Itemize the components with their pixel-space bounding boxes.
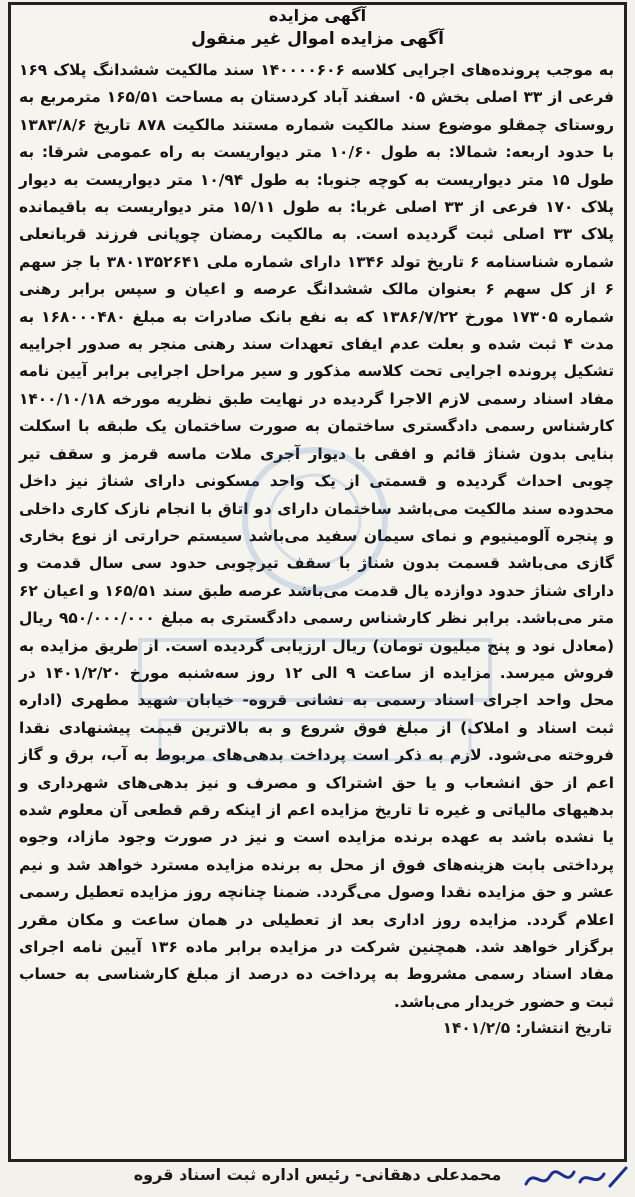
handwritten-mark: [520, 1162, 632, 1194]
frame-corner: [598, 2, 627, 31]
notice-body: به موجب پرونده‌های اجرایی کلاسه ۱۴۰۰۰۰۶۰۶ سند مالکیت ششدانگ پلاک ۱۶۹ فرعی از ۳۳ اصلی بخش ۰۵ اسفند آباد کردستان به مساحت ۱۶۵/۵۱ مترمربع به روستای چمقلو موضوع سند مالکیت شماره مستند مالکیت ۸۷۸ تاریخ ۱۳۸۳/۸/۶ با حدود اربعه: شمالا: به طول ۱۰/۶۰ متر دیواریست به راه عمومی شرقا: به طول ۱۵ متر دیواریست به کوچه جنوبا: به طول ۱۰/۹۴ متر دیواریست به دیوار پلاک ۱۷۰ فرعی از ۳۳ اصلی غربا: به طول ۱۵/۱۱ متر دیواریست به باقیمانده پلاک ۳۳ اصلی ثبت گردیده است. به مالکیت رمضان چوپانی فرزند قربانعلی شماره شناسنامه ۶ تاریخ تولد ۱۳۴۶ دارای شماره ملی ۳۸۰۱۳۵۲۶۴۱ با جز سهم ۶ از کل سهم ۶ بعنوان مالک ششدانگ عرصه و اعیان و سپس برابر رهنی شماره ۱۷۳۰۵ مورخ ۱۳۸۶/۷/۲۲ که به نفع بانک صادرات به مبلغ ۱۶۸۰۰۰۴۸۰ به مدت ۴ ثبت شده و بعلت عدم ایفای تعهدات سند رهنی منجر به صدور اجراییه تشکیل پرونده اجرایی تحت کلاسه مذکور و سیر مراحل اجرایی برابر آیین نامه مفاد اسناد رسمی لازم الاجرا گردیده در نهایت طبق نظریه مورخه ۱۴۰۰/۱۰/۱۸ کارشناس رسمی دادگستری ساختمان به صورت ساختمان یک طبقه با اسکلت بنایی بدون شناژ قائم و افقی با دیوار آجری ملات ماسه قرمز و سقف تیر چوبی احداث گردیده و قسمتی از یک واحد مسکونی دارای شناژ نیز داخل محدوده سند مالکیت می‌باشد ساختمان دارای دو اتاق با انجام نازک کاری داخلی و پنجره آلومینیوم و نمای سیمان سفید می‌باشد سیستم حرارتی از نوع بخاری گازی می‌باشد قسمت بدون شناژ با سقف تیرچوبی حدود سی سال قدمت و دارای شناژ حدود دوازده یال قدمت می‌باشد عرصه طبق سند ۱۶۵/۵۱ و اعیان ۶۲ متر می‌باشد. برابر نظر کارشناس رسمی دادگستری به مبلغ ۹۵۰/۰۰۰/۰۰۰ ریال (معادل نود و پنج میلیون تومان) ریال ارزیابی گردیده است. از طریق مزایده به فروش میرسد. مزایده از ساعت ۹ الی ۱۲ روز سه‌شنبه مورخ ۱۴۰۱/۲/۲۰ در محل واحد اجرای اسناد رسمی به نشانی قروه- خیابان شهید مطهری (اداره ثبت اسناد و املاک) از مبلغ فوق شروع و به بالاترین قیمت پیشنهادی نقدا فروخته می‌شود. لازم به ذکر است پرداخت بدهی‌های مربوط به آب، برق و گاز اعم از حق انشعاب و یا حق اشتراک و مصرف و نیز بدهی‌های شهرداری و بدهیهای مالیاتی و غیره تا تاریخ مزایده اعم از اینکه رقم قطعی آن معلوم شده یا نشده باشد به عهده برنده مزایده است و نیز در صورت وجود مازاد، وجوه پرداختی بابت هزینه‌های فوق از محل به برنده مزایده مسترد خواهد شد و نیم عشر و حق مزایده نقدا وصول می‌گردد. ضمنا چنانچه روز مزایده تعطیل رسمی اعلام گردد. مزایده روز اداری بعد از تعطیلی در همان ساعت و مکان مقرر برگزار خواهد شد. همچنین شرکت در مزایده برابر ماده ۱۳۶ آیین نامه اجرای مفاد اسناد رسمی مشروط به پرداخت ده درصد از مبلغ کارشناسی به حساب ثبت و حضور خریدار می‌باشد.: [19, 61, 615, 1011]
signature-line: محمدعلی دهقانی- رئیس اداره ثبت اسناد قروه: [133, 1165, 502, 1184]
notice-frame: [8, 2, 627, 1162]
publish-date-label: تاریخ انتشار:: [515, 1019, 612, 1038]
publish-date: ۱۴۰۱/۲/۵: [442, 1019, 511, 1038]
frame-corner: [8, 2, 37, 31]
notice-subtitle: آگهی مزایده اموال غیر منقول: [191, 29, 444, 49]
publish-date-line: [11, 1016, 624, 1040]
notice-title: آگهی مزایده: [268, 6, 367, 25]
